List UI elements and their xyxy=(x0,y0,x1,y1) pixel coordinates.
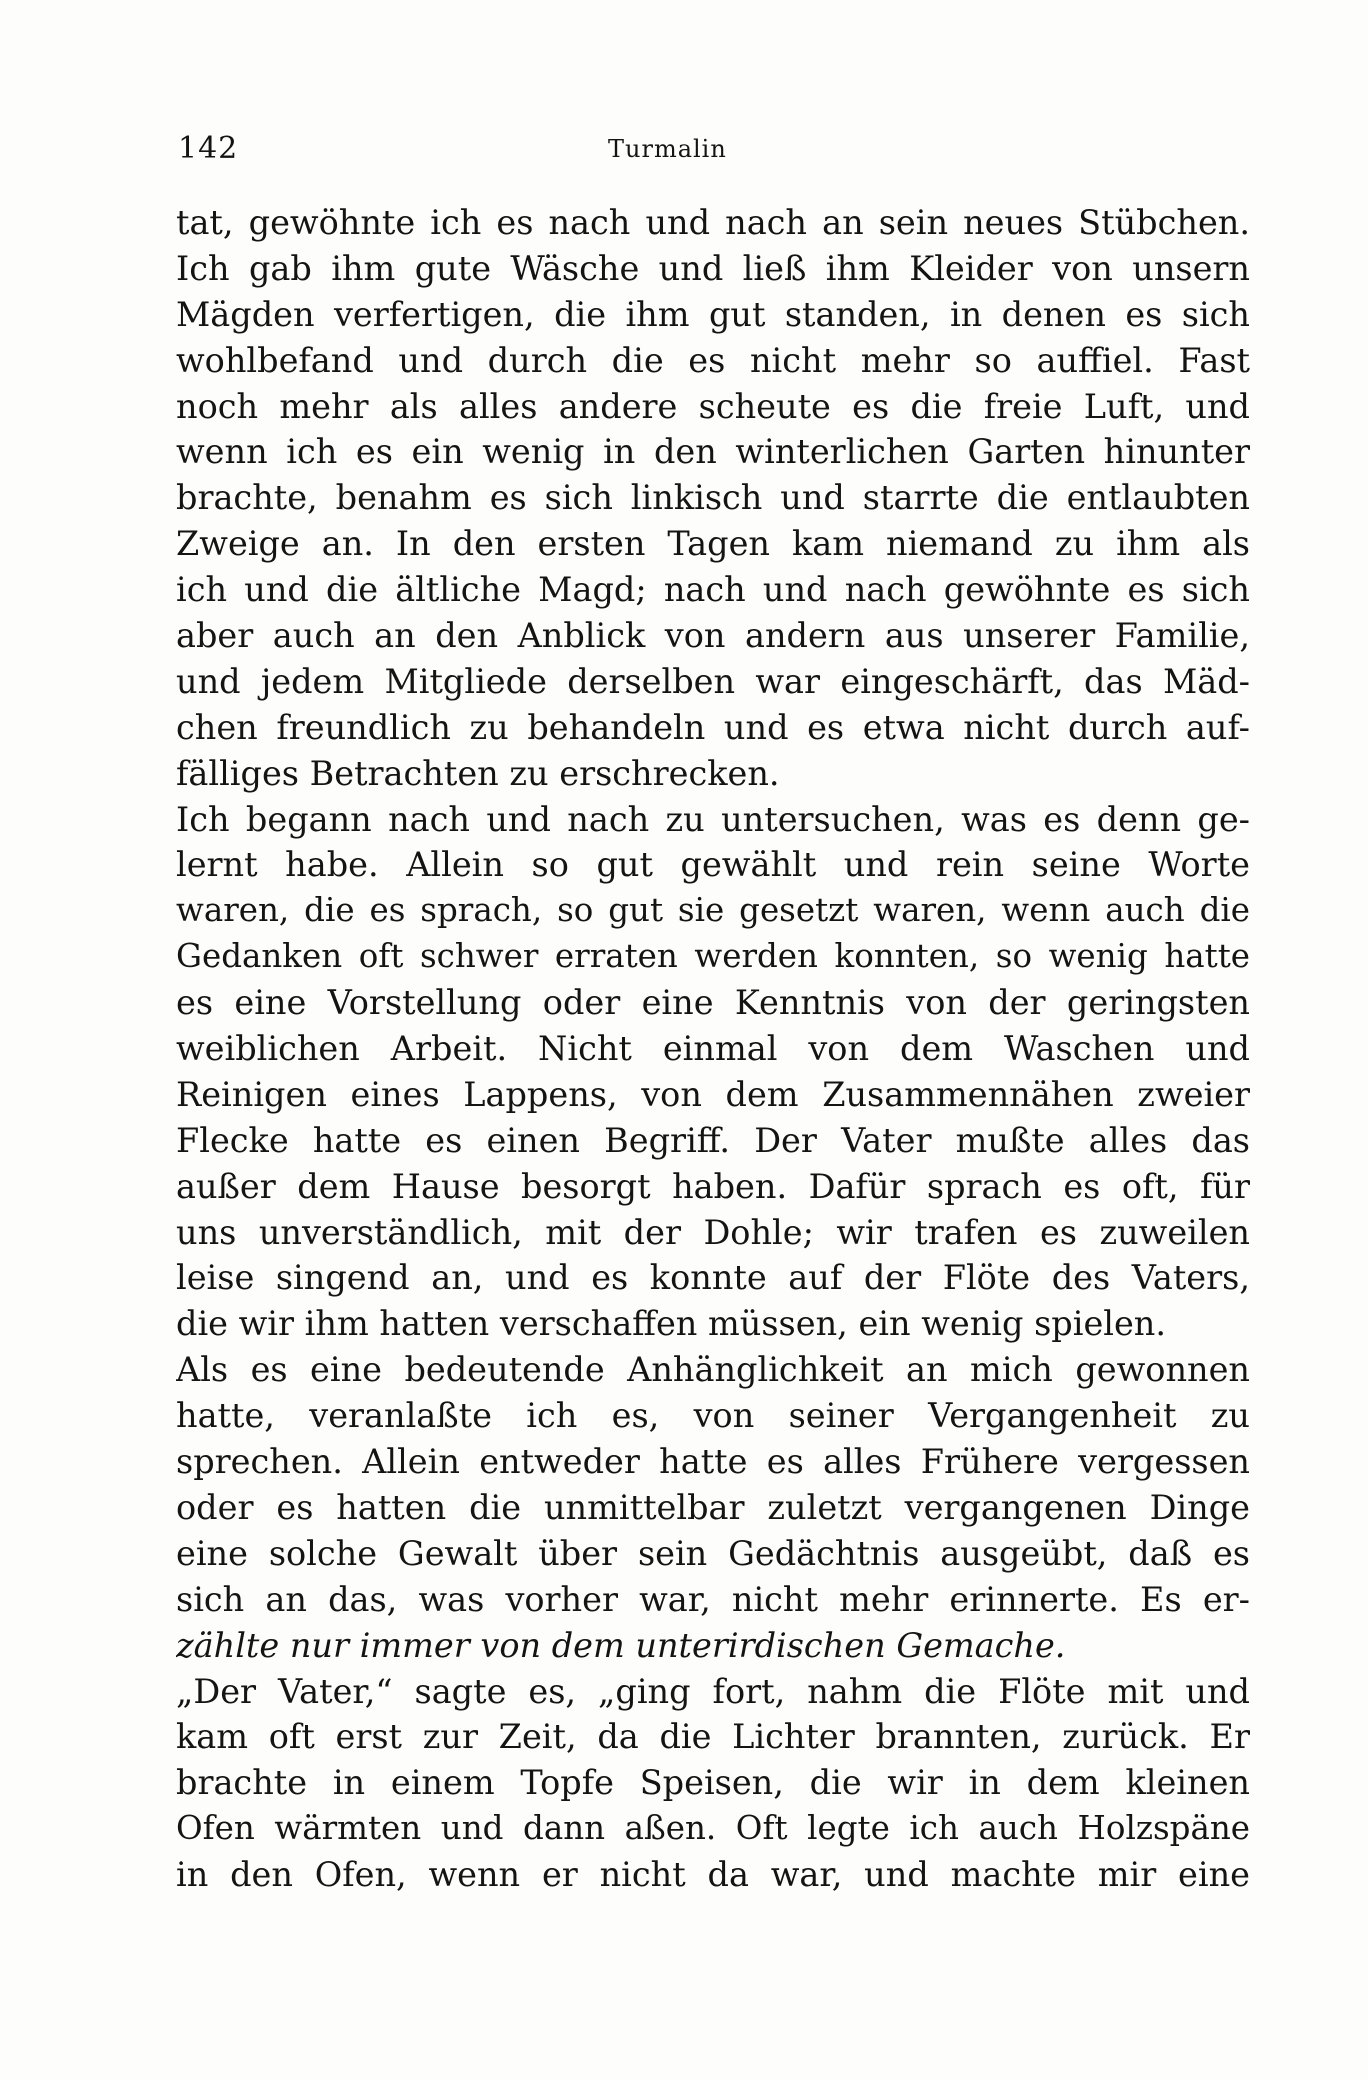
text-line: Zweige an. In den ersten Tagen kam niemand zu ihm als xyxy=(176,524,1250,564)
text-line: Ich gab ihm gute Wäsche und ließ ihm Kleider von unsern xyxy=(176,248,1250,288)
text-line: in den Ofen, wenn er nicht da war, und machte mir eine xyxy=(176,1855,1250,1895)
text-line: uns unverständlich, mit der Dohle; wir trafen es zuweilen xyxy=(176,1212,1250,1252)
text-line: „Der Vater,“ sagte es, „ging fort, nahm die Flöte mit und xyxy=(176,1671,1250,1711)
text-line: waren, die es sprach, so gut sie gesetzt waren, wenn auch die xyxy=(176,891,1250,930)
text-line: brachte, benahm es sich linkisch und starrte die entlaubten xyxy=(176,478,1250,518)
text-line: sich an das, was vorher war, nicht mehr erinnerte. Es er- xyxy=(176,1579,1250,1619)
text-line: lernt habe. Allein so gut gewählt und rein seine Worte xyxy=(176,845,1250,885)
text-line: es eine Vorstellung oder eine Kenntnis von der geringsten xyxy=(176,983,1250,1023)
text-line: brachte in einem Topfe Speisen, die wir in dem kleinen xyxy=(176,1763,1250,1803)
text-line: wenn ich es ein wenig in den winterlichen Garten hinunter xyxy=(176,432,1250,472)
text-line: sprechen. Allein entweder hatte es alles Frühere vergessen xyxy=(176,1442,1250,1482)
running-head: Turmalin xyxy=(608,135,727,163)
text-line: fälliges Betrachten zu erschrecken. xyxy=(176,753,780,793)
text-line: Mägden verfertigen, die ihm gut standen, in denen es sich xyxy=(176,294,1250,334)
text-line: noch mehr als alles andere scheute es die freie Luft, und xyxy=(176,386,1250,426)
text-line: Reinigen eines Lappens, von dem Zusammennähen zweier xyxy=(176,1074,1250,1114)
text-line: oder es hatten die unmittelbar zuletzt vergangenen Dinge xyxy=(176,1487,1250,1527)
text-line: zählte nur immer von dem unterirdischen Gemache. xyxy=(176,1625,1066,1665)
text-line: ich und die ältliche Magd; nach und nach gewöhnte es sich xyxy=(176,570,1250,610)
text-line: Ich begann nach und nach zu untersuchen, was es denn ge- xyxy=(176,799,1250,839)
text-line: die wir ihm hatten verschaffen müssen, ein wenig spielen. xyxy=(176,1304,1167,1344)
text-line: wohlbefand und durch die es nicht mehr so auffiel. Fast xyxy=(176,340,1250,380)
text-line: eine solche Gewalt über sein Gedächtnis ausgeübt, daß es xyxy=(176,1533,1250,1573)
text-line: kam oft erst zur Zeit, da die Lichter brannten, zurück. Er xyxy=(176,1717,1250,1757)
text-line: und jedem Mitgliede derselben war eingeschärft, das Mäd- xyxy=(176,661,1250,701)
text-line: Gedanken oft schwer erraten werden konnten, so wenig hatte xyxy=(176,937,1250,976)
page-header xyxy=(178,124,1248,174)
text-line: Als es eine bedeutende Anhänglichkeit an mich gewonnen xyxy=(176,1350,1250,1390)
text-line: weiblichen Arbeit. Nicht einmal von dem Waschen und xyxy=(176,1029,1250,1069)
text-line: hatte, veranlaßte ich es, von seiner Vergangenheit zu xyxy=(176,1396,1250,1436)
text-line: aber auch an den Anblick von andern aus unserer Familie, xyxy=(176,616,1250,656)
text-line: Ofen wärmten und dann aßen. Oft legte ich auch Holzspäne xyxy=(176,1809,1250,1848)
text-line: Flecke hatte es einen Begriff. Der Vater mußte alles das xyxy=(176,1120,1250,1160)
text-line: leise singend an, und es konnte auf der Flöte des Vaters, xyxy=(176,1258,1250,1298)
text-line: chen freundlich zu behandeln und es etwa nicht durch auf- xyxy=(176,707,1250,747)
body-text xyxy=(176,200,1250,1898)
page-number: 142 xyxy=(178,131,239,166)
text-line: außer dem Hause besorgt haben. Dafür sprach es oft, für xyxy=(176,1166,1250,1206)
text-line: tat, gewöhnte ich es nach und nach an sein neues Stübchen. xyxy=(176,203,1250,242)
